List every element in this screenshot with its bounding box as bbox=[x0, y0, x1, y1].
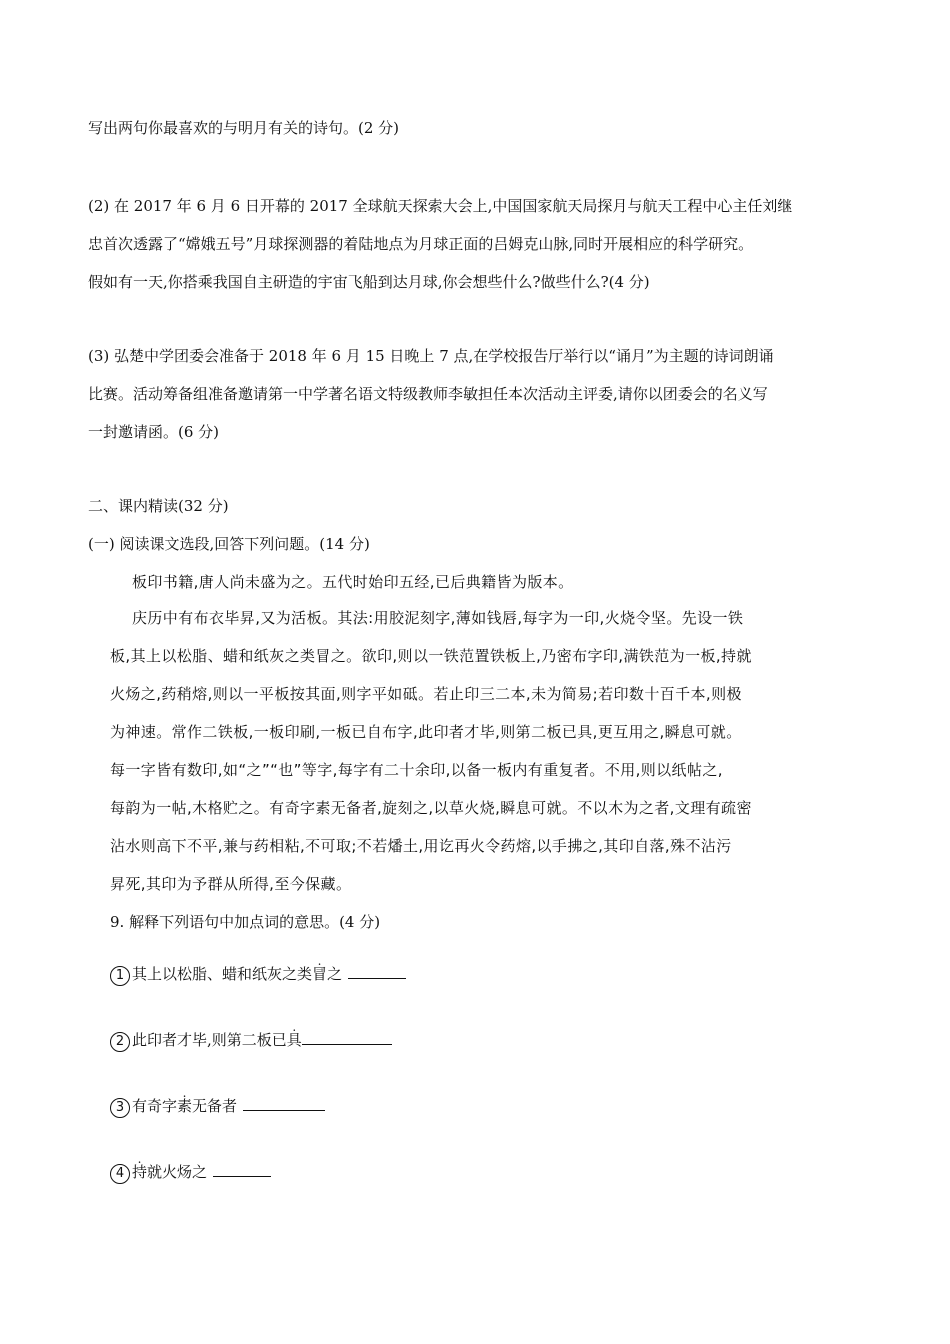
question-2-line-3: 假如有一天,你搭乘我国自主研造的宇宙飞船到达月球,你会想些什么?做些什么?(4 分) bbox=[88, 273, 650, 291]
passage-line: 板印书籍,唐人尚未盛为之。五代时始印五经,已后典籍皆为版本。 bbox=[132, 573, 574, 591]
passage-line: 为神速。常作二铁板,一板印刷,一板已自布字,此印者才毕,则第二板已具,更互用之,瞬息可就。 bbox=[110, 723, 742, 741]
passage-line: 板,其上以松脂、蜡和纸灰之类冒之。欲印,则以一铁范置铁板上,乃密布字印,满铁范为一板,持就 bbox=[110, 647, 752, 665]
answer-blank[interactable] bbox=[243, 1096, 325, 1111]
answer-blank[interactable] bbox=[348, 964, 406, 979]
dotted-word: 具 bbox=[286, 1031, 302, 1049]
question-3-line-1: (3) 弘楚中学团委会准备于 2018 年 6 月 15 日晚上 7 点,在学校报告厅举行以“诵月”为主题的诗词朗诵 bbox=[88, 347, 774, 365]
item-number: 1 bbox=[110, 966, 130, 986]
question-3-line-3: 一封邀请函。(6 分) bbox=[88, 423, 220, 441]
passage-line: 每一字皆有数印,如“之”“也”等字,每字有二十余印,以备一板内有重复者。不用,则以纸帖之, bbox=[110, 761, 723, 779]
passage-line: 火炀之,药稍熔,则以一平板按其面,则字平如砥。若止印三二本,未为简易;若印数十百千本,则极 bbox=[110, 685, 742, 703]
question-2-line-1: (2) 在 2017 年 6 月 6 日开幕的 2017 全球航天探索大会上,中国国家航天局探月与航天工程中心主任刘继 bbox=[88, 197, 793, 215]
dotted-word: 持 bbox=[132, 1163, 148, 1181]
question-2-line-2: 忠首次透露了“嫦娥五号”月球探测器的着陆地点为月球正面的吕姆克山脉,同时开展相应的科学研究。 bbox=[88, 235, 754, 253]
dotted-word: 冒 bbox=[312, 965, 328, 983]
question-1-tail: 写出两句你最喜欢的与明月有关的诗句。(2 分) bbox=[88, 119, 400, 137]
passage-line: 昇死,其印为予群从所得,至今保藏。 bbox=[110, 875, 352, 893]
passage-line: 庆历中有布衣毕昇,又为活板。其法:用胶泥刻字,薄如钱唇,每字为一印,火烧令坚。先设一铁 bbox=[132, 609, 744, 627]
answer-blank[interactable] bbox=[302, 1030, 392, 1045]
item-number: 2 bbox=[110, 1032, 130, 1052]
question-3-line-2: 比赛。活动筹备组准备邀请第一中学著名语文特级教师李敏担任本次活动主评委,请你以团委会的名义写 bbox=[88, 385, 768, 403]
item-number: 4 bbox=[110, 1164, 130, 1184]
question-9-item-2: 2 此印者才毕,则第二板已具 bbox=[110, 1030, 392, 1052]
question-9-item-3: 3 有奇字素无备者 bbox=[110, 1096, 325, 1118]
section-2-title: 二、课内精读(32 分) bbox=[88, 497, 229, 515]
answer-blank[interactable] bbox=[213, 1162, 271, 1177]
item-number: 3 bbox=[110, 1098, 130, 1118]
dotted-word: 素 bbox=[177, 1097, 193, 1115]
subsection-1-title: (一) 阅读课文选段,回答下列问题。(14 分) bbox=[88, 535, 370, 553]
passage-line: 沾水则高下不平,兼与药相粘,不可取;不若燔土,用讫再火令药熔,以手拂之,其印自落,殊不沾污 bbox=[110, 837, 732, 855]
question-9-title: 9. 解释下列语句中加点词的意思。(4 分) bbox=[110, 913, 381, 931]
passage-line: 每韵为一帖,木格贮之。有奇字素无备者,旋刻之,以草火烧,瞬息可就。不以木为之者,文理有疏密 bbox=[110, 799, 752, 817]
question-9-item-1: 1 其上以松脂、蜡和纸灰之类冒之 bbox=[110, 964, 406, 986]
question-9-item-4: 4 持就火炀之 bbox=[110, 1162, 271, 1184]
